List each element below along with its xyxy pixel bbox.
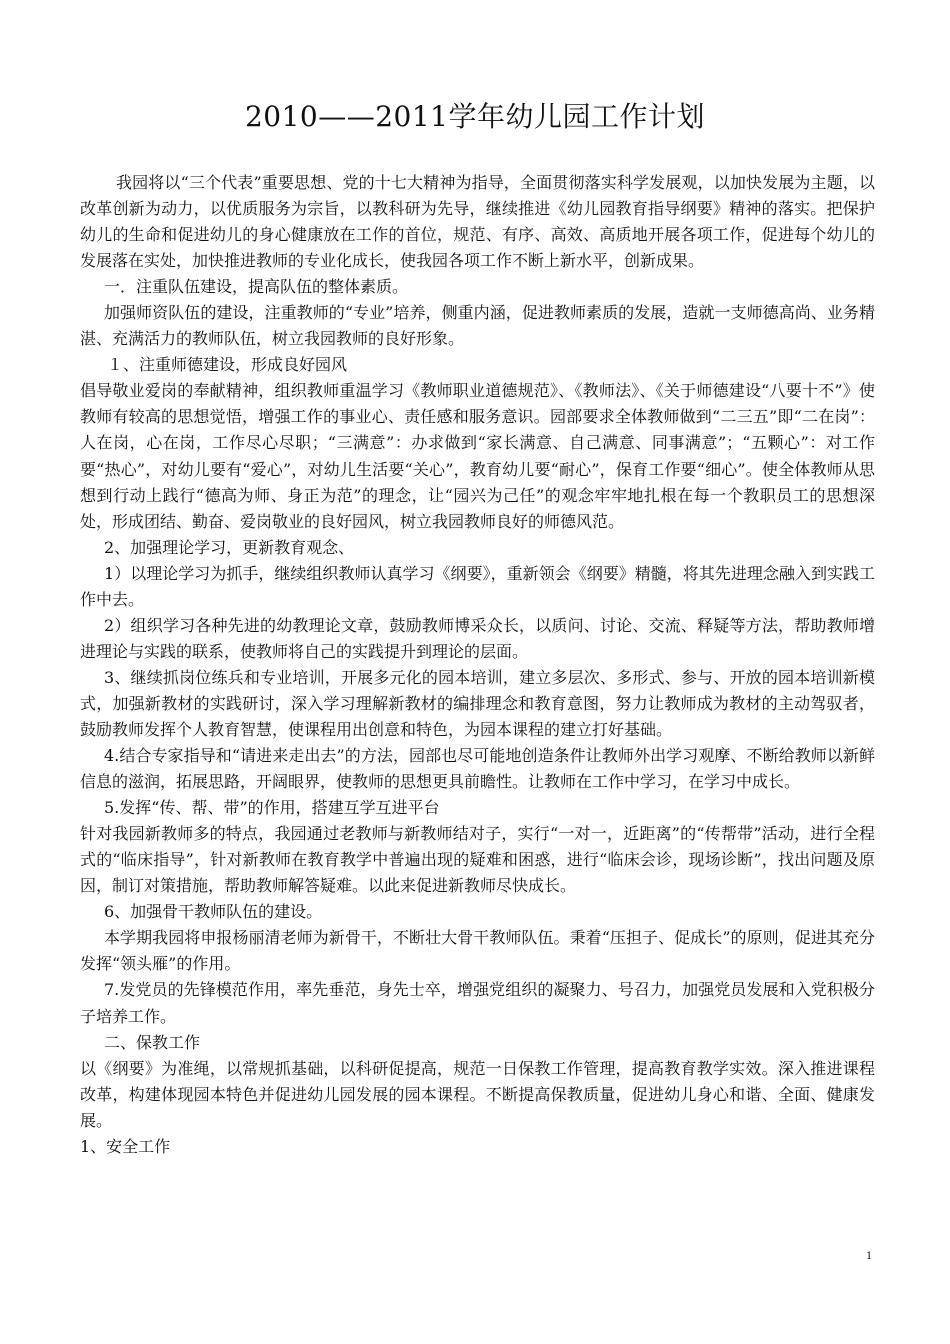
- section-heading-2: 二、保教工作: [104, 1032, 201, 1052]
- subsection-heading: １、注重师德建设，形成良好园风: [107, 355, 348, 375]
- paragraph: 本学期我园将申报杨丽清老师为新骨干，不断壮大骨干教师队伍。秉着“压担子、促成长”的原则，促进其充分发挥“领头雁”的作用。: [80, 928, 875, 974]
- subsection-heading: 6、加强骨干教师队伍的建设。: [104, 902, 323, 922]
- list-item: 4.结合专家指导和“请进来走出去”的方法，园部也尽可能地创造条件让教师外出学习观摩、不断给教师以新鲜信息的滋润，拓展思路，开阔眼界，使教师的思想更具前瞻性。让教师在工作中学习，在学习中成长。: [80, 746, 875, 792]
- subsection-heading: 2、加强理论学习，更新教育观念、: [104, 537, 355, 557]
- section-heading-1: 一．注重队伍建设，提高队伍的整体素质。: [104, 277, 409, 297]
- page-number: 1: [866, 1248, 872, 1262]
- intro-paragraph: 我园将以“三个代表”重要思想、党的十七大精神为指导，全面贯彻落实科学发展观，以加快发展为主题，以改革创新为动力，以优质服务为宗旨，以教科研为先导，继续推进《幼儿园教育指导纲要》精神的落实。把保护幼儿的生命和促进幼儿的身心健康放在工作的首位，规范、有序、高效、高质地开展各项工作，促进每个幼儿的发展落在实处，加快推进教师的专业化成长，使我园各项工作不断上新水平，创新成果。: [80, 173, 875, 271]
- subsection-heading: 1、安全工作: [80, 1136, 171, 1156]
- list-item: 2）组织学习各种先进的幼教理论文章，鼓励教师博采众长，以质问、讨论、交流、释疑等方法，帮助教师增进理论与实践的联系，使教师将自己的实践提升到理论的层面。: [80, 615, 875, 661]
- paragraph: 加强师资队伍的建设，注重教师的“专业”培养，侧重内涵，促进教师素质的发展，造就一支师德高尚、业务精湛、充满活力的教师队伍，树立我园教师的良好形象。: [80, 303, 875, 349]
- list-item: 7.发党员的先锋模范作用，率先垂范，身先士卒，增强党组织的凝聚力、号召力，加强党员发展和入党积极分子培养工作。: [80, 980, 875, 1026]
- document-body: [80, 170, 875, 1160]
- document-title: 2010——2011学年幼儿园工作计划: [244, 100, 706, 133]
- list-item: 3、继续抓岗位练兵和专业培训，开展多元化的园本培训，建立多层次、多形式、参与、开放的园本培训新模式，加强新教材的实践研讨，深入学习理解新教材的编排理念和教育意图，努力让教师成为教材的主动驾驭者，鼓励教师发挥个人教育智慧，使课程用出创意和特色，为园本课程的建立打好基础。: [80, 667, 875, 739]
- list-item: 1）以理论学习为抓手，继续组织教师认真学习《纲要》，重新领会《纲要》精髓，将其先进理念融入到实践工作中去。: [80, 563, 875, 609]
- paragraph: 针对我园新教师多的特点，我园通过老教师与新教师结对子，实行“一对一，近距离”的“传帮带”活动，进行全程式的“临床指导”，针对新教师在教育教学中普遍出现的疑难和困惑，进行“临床会诊，现场诊断”，找出问题及原因，制订对策措施，帮助教师解答疑难。以此来促进新教师尽快成长。: [80, 824, 875, 896]
- paragraph: 倡导敬业爱岗的奉献精神，组织教师重温学习《教师职业道德规范》、《教师法》、《关于师德建设“八要十不”》使教师有较高的思想觉悟，增强工作的事业心、责任感和服务意识。园部要求全体教师做到“二三五”即“二在岗”：人在岗，心在岗，工作尽心尽职；“三满意”：办求做到“家长满意、自己满意、同事满意”；“五颗心”：对工作要“热心”，对幼儿要有“爱心”，对幼儿生活要“关心”，教育幼儿要“耐心”，保育工作要“细心”。使全体教师从思想到行动上践行“德高为师、身正为范”的理念，让“园兴为己任”的观念牢牢地扎根在每一个教职员工的思想深处，形成团结、勤奋、爱岗敬业的良好园风，树立我园教师良好的师德风范。: [80, 381, 875, 531]
- subsection-heading: 5.发挥“传、帮、带”的作用，搭建互学互进平台: [104, 798, 440, 818]
- paragraph: 以《纲要》为准绳，以常规抓基础，以科研促提高，规范一日保教工作管理，提高教育教学实效。深入推进课程改革，构建体现园本特色并促进幼儿园发展的园本课程。不断提高保教质量，促进幼儿身心和谐、全面、健康发展。: [80, 1058, 875, 1130]
